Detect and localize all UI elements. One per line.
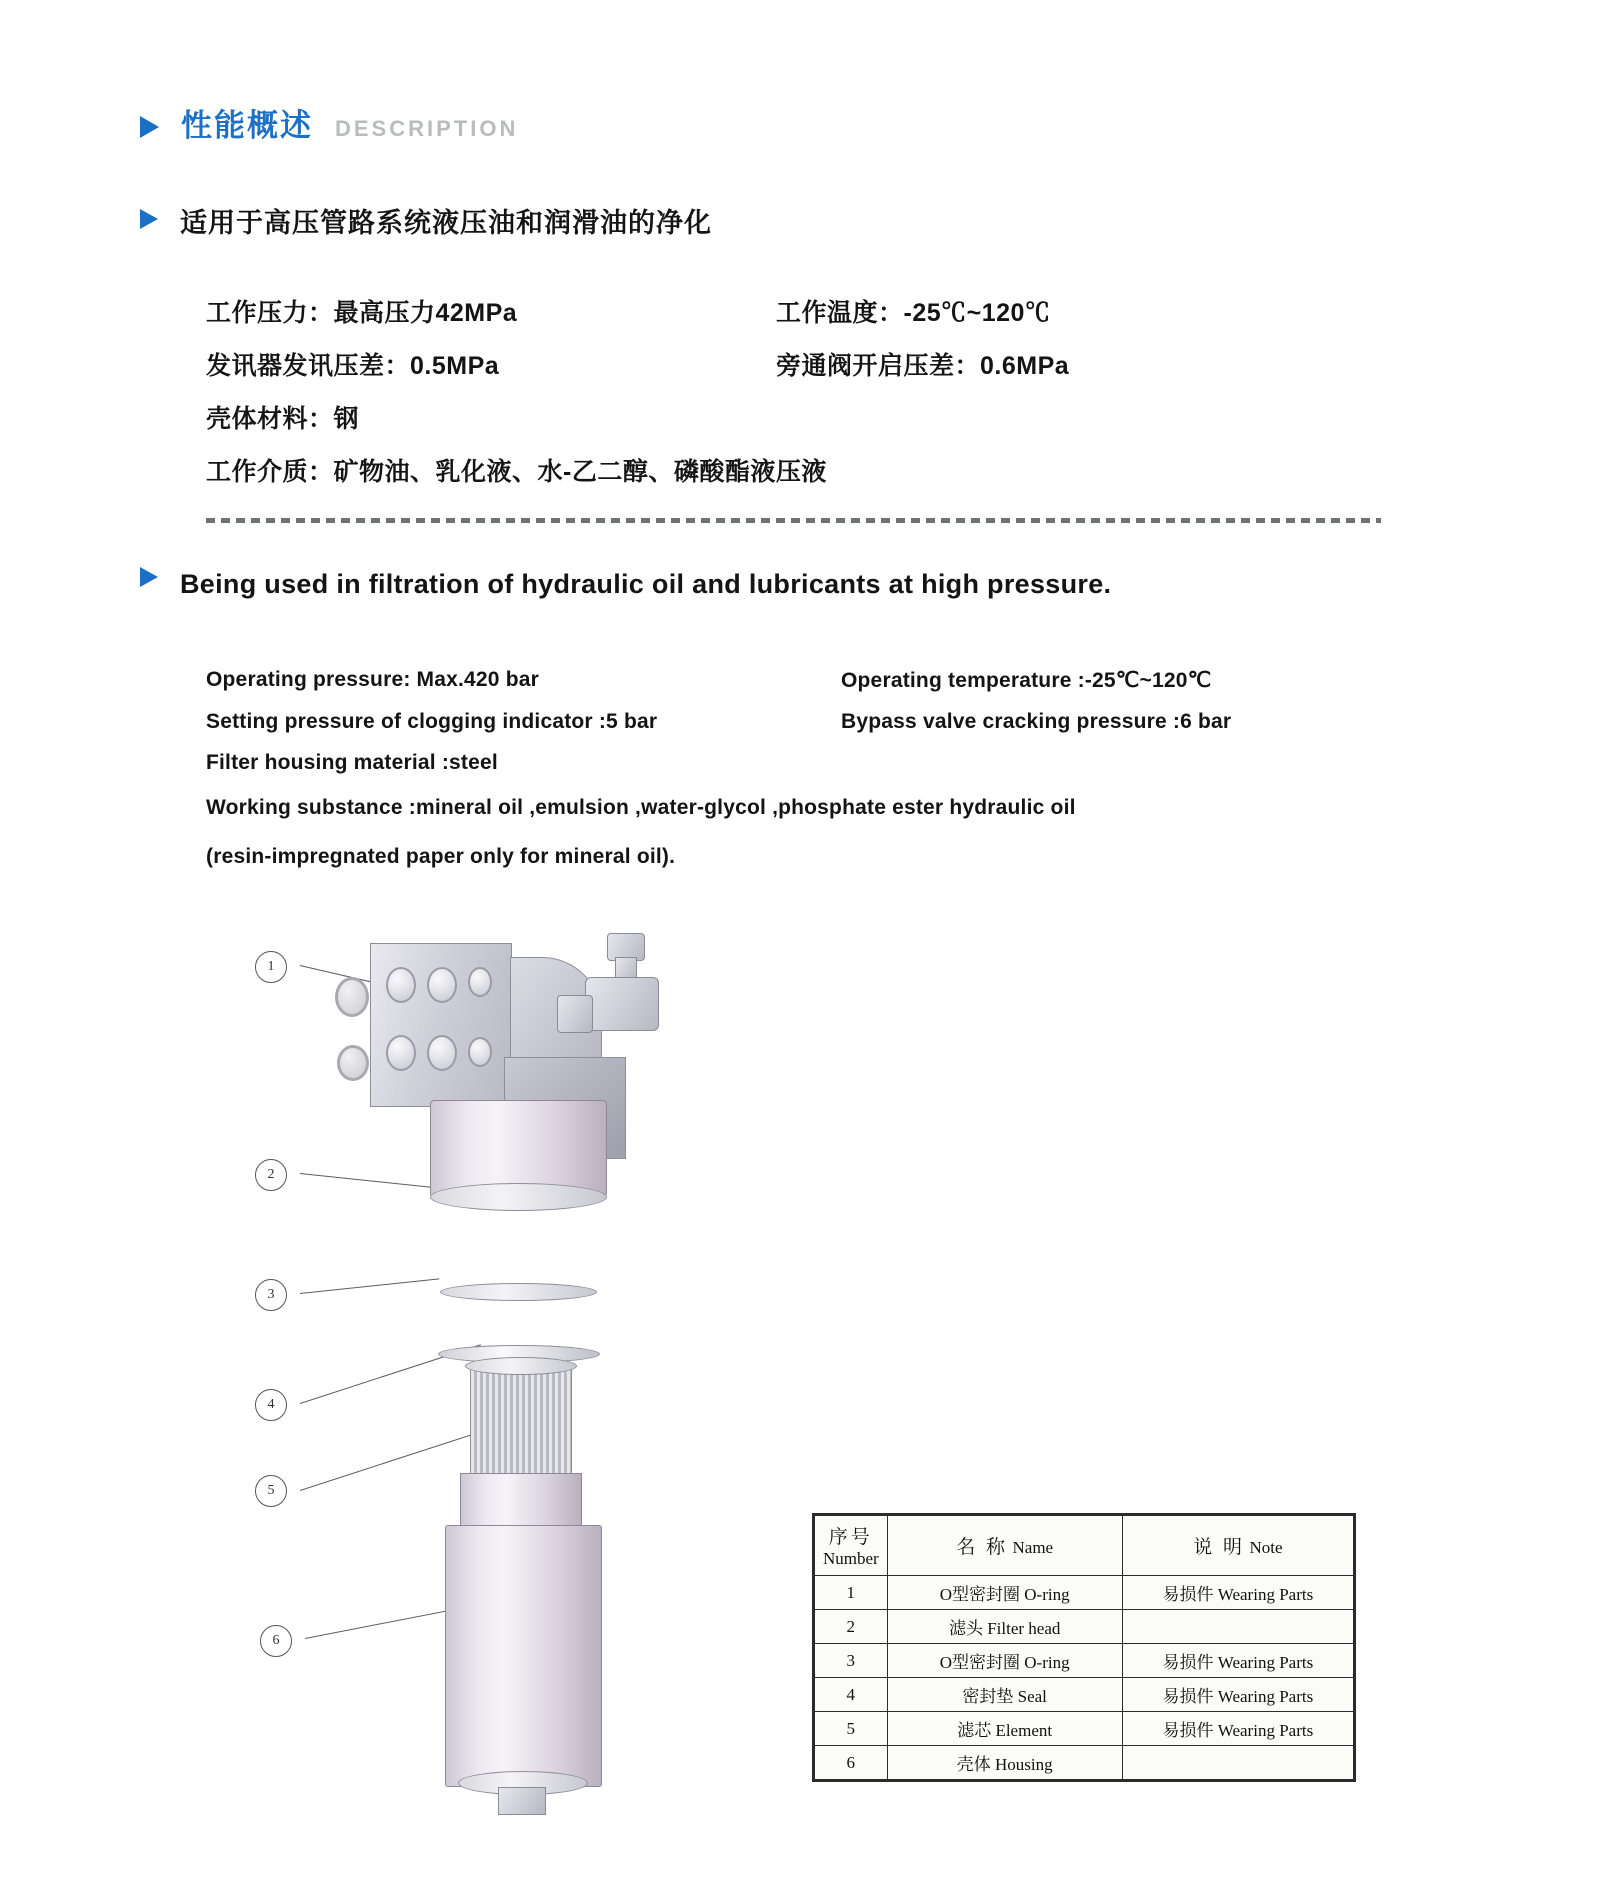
chinese-spec-list: [206, 293, 1216, 505]
port-hole: [386, 967, 416, 1003]
row-name: 滤芯 Element: [887, 1712, 1122, 1746]
callout-2: 2: [255, 1159, 287, 1191]
spec-item: Setting pressure of clogging indicator :5 bar: [206, 710, 658, 733]
row-name: O型密封圈 O-ring: [887, 1644, 1122, 1678]
row-name: 密封垫 Seal: [887, 1678, 1122, 1712]
collar-bottom-rim: [430, 1183, 607, 1211]
spec-row: [206, 399, 1216, 435]
element-top-cap: [465, 1357, 577, 1375]
callout-1: 1: [255, 951, 287, 983]
triangle-bullet-icon: [140, 116, 159, 138]
english-subheading-text: Being used in filtration of hydraulic oil and lubricants at high pressure.: [180, 569, 1112, 599]
row-note: [1122, 1746, 1353, 1780]
table-row: [815, 1644, 1354, 1678]
spec-item: 工作压力：最高压力42MPa: [206, 299, 518, 327]
row-name: O型密封圈 O-ring: [887, 1576, 1122, 1610]
english-spec-list: [206, 668, 1406, 889]
table-row: [815, 1712, 1354, 1746]
oring-part-1-second: [337, 1045, 369, 1081]
filter-element: [470, 1365, 572, 1477]
row-number: 3: [815, 1644, 888, 1678]
header-number-en: Number: [822, 1549, 879, 1568]
row-note: 易损件 Wearing Parts: [1122, 1678, 1353, 1712]
port-hole: [427, 1035, 457, 1071]
spec-item: 旁通阀开启压差：0.6MPa: [776, 352, 1070, 380]
spec-row: [206, 751, 1406, 775]
callout-6: 6: [260, 1625, 292, 1657]
table-row: [815, 1610, 1354, 1644]
spec-row: [206, 841, 1406, 873]
row-note: 易损件 Wearing Parts: [1122, 1644, 1353, 1678]
table-row: [815, 1746, 1354, 1780]
english-subheading: [140, 565, 1290, 604]
table-row: [815, 1678, 1354, 1712]
header-number-cn: 序号: [828, 1527, 873, 1548]
parts-table: [812, 1513, 1356, 1782]
port-hole: [427, 967, 457, 1003]
triangle-bullet-icon: [140, 567, 158, 587]
header-name-en: Name: [1012, 1538, 1054, 1557]
working-substance-line-1: Working substance :mineral oil ,emulsion ,water-glycol ,phosphate ester hydraulic oil: [206, 796, 1076, 819]
header-name-cn: 名 称: [956, 1537, 1008, 1558]
spec-item: Filter housing material :steel: [206, 751, 498, 774]
header-number: [815, 1516, 888, 1576]
spec-row: [206, 710, 1406, 734]
port-hole: [468, 1037, 492, 1067]
connector-elbow: [557, 995, 593, 1033]
drain-plug: [498, 1787, 546, 1815]
oring-part-1: [335, 977, 369, 1017]
row-number: 5: [815, 1712, 888, 1746]
spec-item: Bypass valve cracking pressure :6 bar: [841, 710, 1232, 733]
header-note: [1122, 1516, 1353, 1576]
callout-3: 3: [255, 1279, 287, 1311]
port-hole: [386, 1035, 416, 1071]
electrical-connector: [585, 977, 659, 1031]
header-note-cn: 说 明: [1193, 1537, 1245, 1558]
spec-item: Operating temperature :-25℃~120℃: [841, 669, 1212, 692]
row-number: 1: [815, 1576, 888, 1610]
section-title-en: DESCRIPTION: [335, 116, 519, 141]
spec-row: [206, 293, 1216, 329]
chinese-subheading-text: 适用于高压管路系统液压油和润滑油的净化: [180, 208, 712, 238]
spec-item: Operating pressure: Max.420 bar: [206, 668, 539, 691]
section-title-cn: 性能概述: [181, 108, 313, 143]
spec-row: [206, 792, 1406, 824]
row-number: 6: [815, 1746, 888, 1780]
callout-4: 4: [255, 1389, 287, 1421]
table-header-row: [815, 1516, 1354, 1576]
spec-item: 壳体材料：钢: [206, 405, 360, 433]
working-substance-line-2: (resin-impregnated paper only for mineral oil).: [206, 844, 676, 868]
spec-item: 工作温度：-25℃~120℃: [776, 299, 1051, 327]
section-heading: [140, 100, 518, 145]
row-number: 4: [815, 1678, 888, 1712]
exploded-view-diagram: [255, 925, 815, 1825]
spec-row: [206, 346, 1216, 382]
spec-item: 工作介质：矿物油、乳化液、水-乙二醇、磷酸酯液压液: [206, 458, 827, 486]
port-hole: [468, 967, 492, 997]
row-number: 2: [815, 1610, 888, 1644]
element-lower-sleeve: [460, 1473, 582, 1533]
oring-part-3: [440, 1283, 597, 1301]
housing-body: [445, 1525, 602, 1787]
row-note: 易损件 Wearing Parts: [1122, 1576, 1353, 1610]
spec-item: 发讯器发讯压差：0.5MPa: [206, 352, 500, 380]
header-name: [887, 1516, 1122, 1576]
row-note: [1122, 1610, 1353, 1644]
chinese-subheading: [140, 207, 712, 241]
row-name: 壳体 Housing: [887, 1746, 1122, 1780]
table-row: [815, 1576, 1354, 1610]
callout-5: 5: [255, 1475, 287, 1507]
triangle-bullet-icon: [140, 209, 158, 229]
leader-line: [300, 1278, 439, 1294]
row-note: 易损件 Wearing Parts: [1122, 1712, 1353, 1746]
spec-row: [206, 668, 1406, 693]
dotted-divider: [206, 518, 1381, 523]
spec-row: [206, 452, 1216, 488]
row-name: 滤头 Filter head: [887, 1610, 1122, 1644]
header-note-en: Note: [1249, 1538, 1283, 1557]
